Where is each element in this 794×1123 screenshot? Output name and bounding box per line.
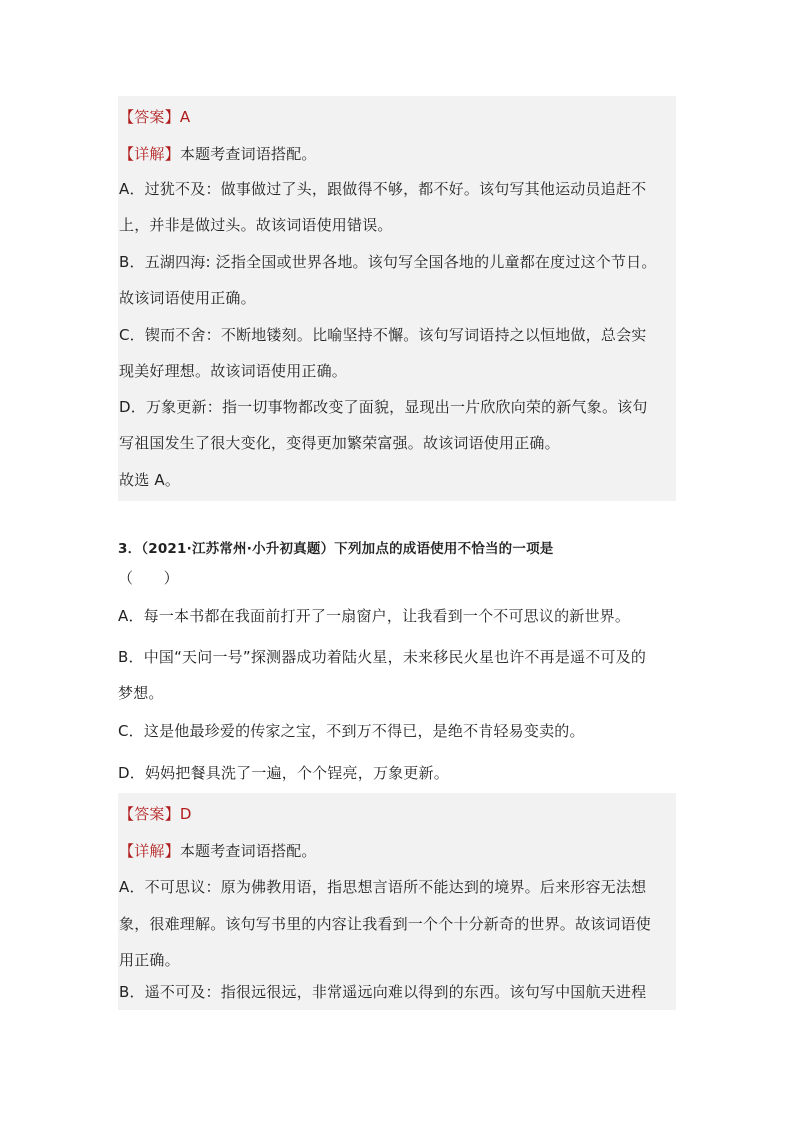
detail-text: 本题考查词语搭配。: [179, 842, 317, 860]
explanation-line: 现美好理想。故该词语使用正确。: [119, 362, 348, 380]
explanation-line: 用正确。: [119, 951, 180, 969]
explanation-line: 上，并非是做过头。故该词语使用错误。: [119, 216, 393, 234]
answer-value: D: [179, 805, 192, 823]
answer-tag: 【答案】: [119, 805, 180, 823]
answer-line: [119, 106, 190, 128]
option-b-cont: 梦想。: [118, 684, 164, 702]
detail-line: [119, 143, 317, 165]
answer-block-1: [118, 96, 676, 501]
answer-value: A: [179, 108, 191, 126]
explanation-line: A．不可思议：原为佛教用语，指思想言语所不能达到的境界。后来形容无法想: [119, 878, 647, 896]
conclusion-line: 故选 A。: [119, 471, 181, 489]
detail-tag: 【详解】: [119, 145, 180, 163]
explanation-line: A．过犹不及：做事做过了头，跟做得不够，都不好。该句写其他运动员追赶不: [119, 180, 647, 198]
option-a: A．每一本书都在我面前打开了一扇窗户，让我看到一个不可思议的新世界。: [118, 607, 631, 625]
detail-text: 本题考查词语搭配。: [179, 145, 317, 163]
answer-block-2: [118, 793, 676, 1010]
explanation-line: C．锲而不舍：不断地镂刻。比喻坚持不懈。该句写词语持之以恒地做，总会实: [119, 326, 647, 344]
question-paren: （ ）: [118, 569, 179, 587]
question-heading: 3．（2021·江苏常州·小升初真题）下列加点的成语使用不恰当的一项是: [118, 541, 554, 557]
detail-tag: 【详解】: [119, 842, 180, 860]
answer-tag: 【答案】: [119, 108, 180, 126]
explanation-line: 写祖国发生了很大变化，变得更加繁荣富强。故该词语使用正确。: [119, 434, 560, 452]
answer-line: [119, 803, 192, 825]
detail-line: [119, 840, 317, 862]
explanation-line: B．遥不可及：指很远很远，非常遥远向难以得到的东西。该句写中国航天进程: [119, 983, 647, 1001]
explanation-line: D．万象更新：指一切事物都改变了面貌，显现出一片欣欣向荣的新气象。该句: [119, 398, 648, 416]
option-d: D．妈妈把餐具洗了一遍，个个锃亮，万象更新。: [118, 764, 449, 782]
explanation-line: 象，很难理解。该句写书里的内容让我看到一个个十分新奇的世界。故该词语使: [119, 915, 652, 933]
option-c: C．这是他最珍爱的传家之宝，不到万不得已，是绝不肯轻易变卖的。: [118, 722, 585, 740]
explanation-line: 故该词语使用正确。: [119, 289, 256, 307]
option-b: B．中国“天问一号”探测器成功着陆火星，未来移民火星也许不再是遥不可及的: [118, 648, 647, 666]
explanation-line: B．五湖四海: 泛指全国或世界各地。该句写全国各地的儿童都在度过这个节日。: [119, 253, 657, 271]
